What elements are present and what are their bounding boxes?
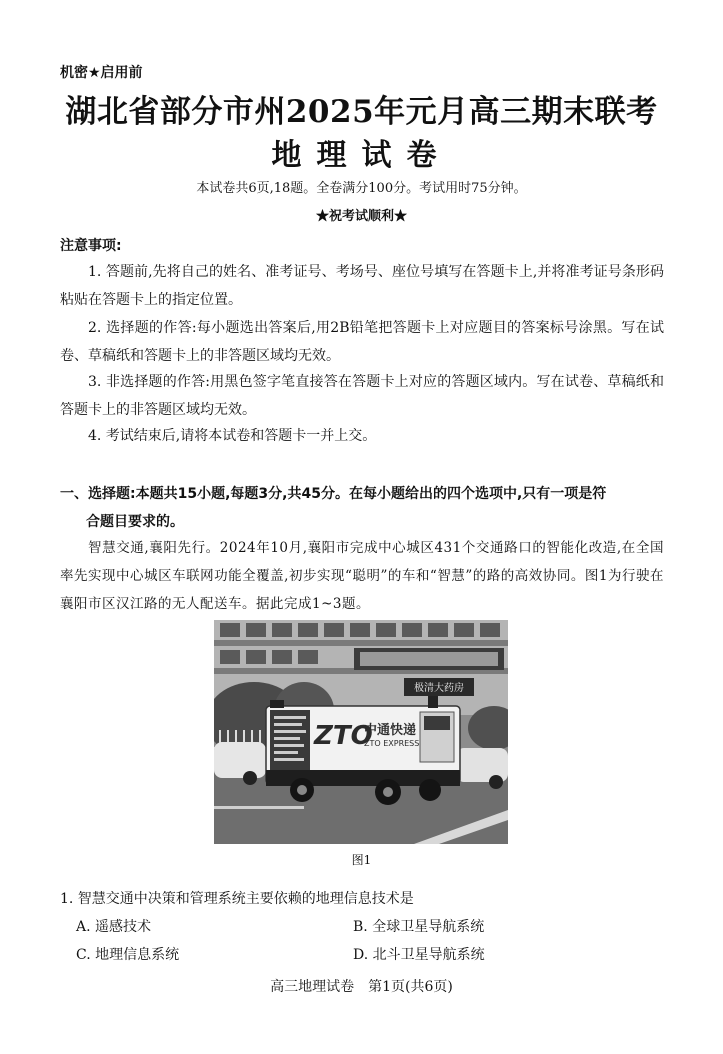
note-item: 1. 答题前,先将自己的姓名、准考证号、考场号、座位号填写在答题卡上,并将准考证号条形码粘贴在答题卡上的指定位置。 [60, 264, 664, 308]
option-d: D. 北斗卫星导航系统 [353, 947, 485, 963]
truck-brand-cn: 中通快递 [364, 723, 417, 738]
section-heading [60, 480, 670, 536]
figure-caption: 图1 [351, 853, 372, 867]
note-item: 2. 选择题的作答:每小题选出答案后,用2B铅笔把答题卡上对应题目的答案标号涂黑。写在试卷、草稿纸和答题卡上的非答题区域均无效。 [60, 320, 664, 364]
exam-subtitle: 地理试卷 [271, 138, 452, 173]
question-1-stem: 1. 智慧交通中决策和管理系统主要依赖的地理信息技术是 [60, 891, 414, 907]
section-heading-line2: 合题目要求的。 [86, 514, 184, 530]
section-heading-line1: 一、选择题:本题共15小题,每题3分,共45分。在每小题给出的四个选项中,只有一项是符 [60, 486, 607, 502]
notes-title: 注意事项: [60, 238, 122, 254]
option-c: C. 地理信息系统 [76, 947, 180, 963]
truck-brand-en: ZTO EXPRESS [364, 739, 420, 748]
option-a: A. 遥感技术 [76, 919, 152, 935]
good-luck-line: ★祝考试顺利★ [315, 209, 407, 224]
exam-title: 湖北省部分市州2025年元月高三期末联考 [65, 94, 658, 130]
exam-info: 本试卷共6页,18题。全卷满分100分。考试用时75分钟。 [196, 181, 527, 196]
truck-logo-text: ZTO [314, 721, 373, 751]
figure-1-photo [214, 620, 508, 844]
option-b: B. 全球卫星导航系统 [353, 919, 485, 935]
confidential-label: 机密★启用前 [60, 65, 143, 81]
note-item: 3. 非选择题的作答:用黑色签字笔直接答在答题卡上对应的答题区域内。写在试卷、草稿纸和答题卡上的非答题区域均无效。 [60, 374, 664, 418]
note-item: 4. 考试结束后,请将本试卷和答题卡一并上交。 [88, 428, 377, 444]
shop-sign-text: 极清大药房 [414, 683, 464, 694]
page-footer: 高三地理试卷 第1页(共6页) [270, 979, 453, 995]
reading-passage: 智慧交通,襄阳先行。2024年10月,襄阳市完成中心城区431个交通路口的智能化改造,在全国率先实现中心城区车联网功能全覆盖,初步实现“聪明”的车和“智慧”的路的高效协同。图1为行驶在襄阳市区汉江路的无人配送车。据此完成1~3题。 [60, 540, 664, 612]
